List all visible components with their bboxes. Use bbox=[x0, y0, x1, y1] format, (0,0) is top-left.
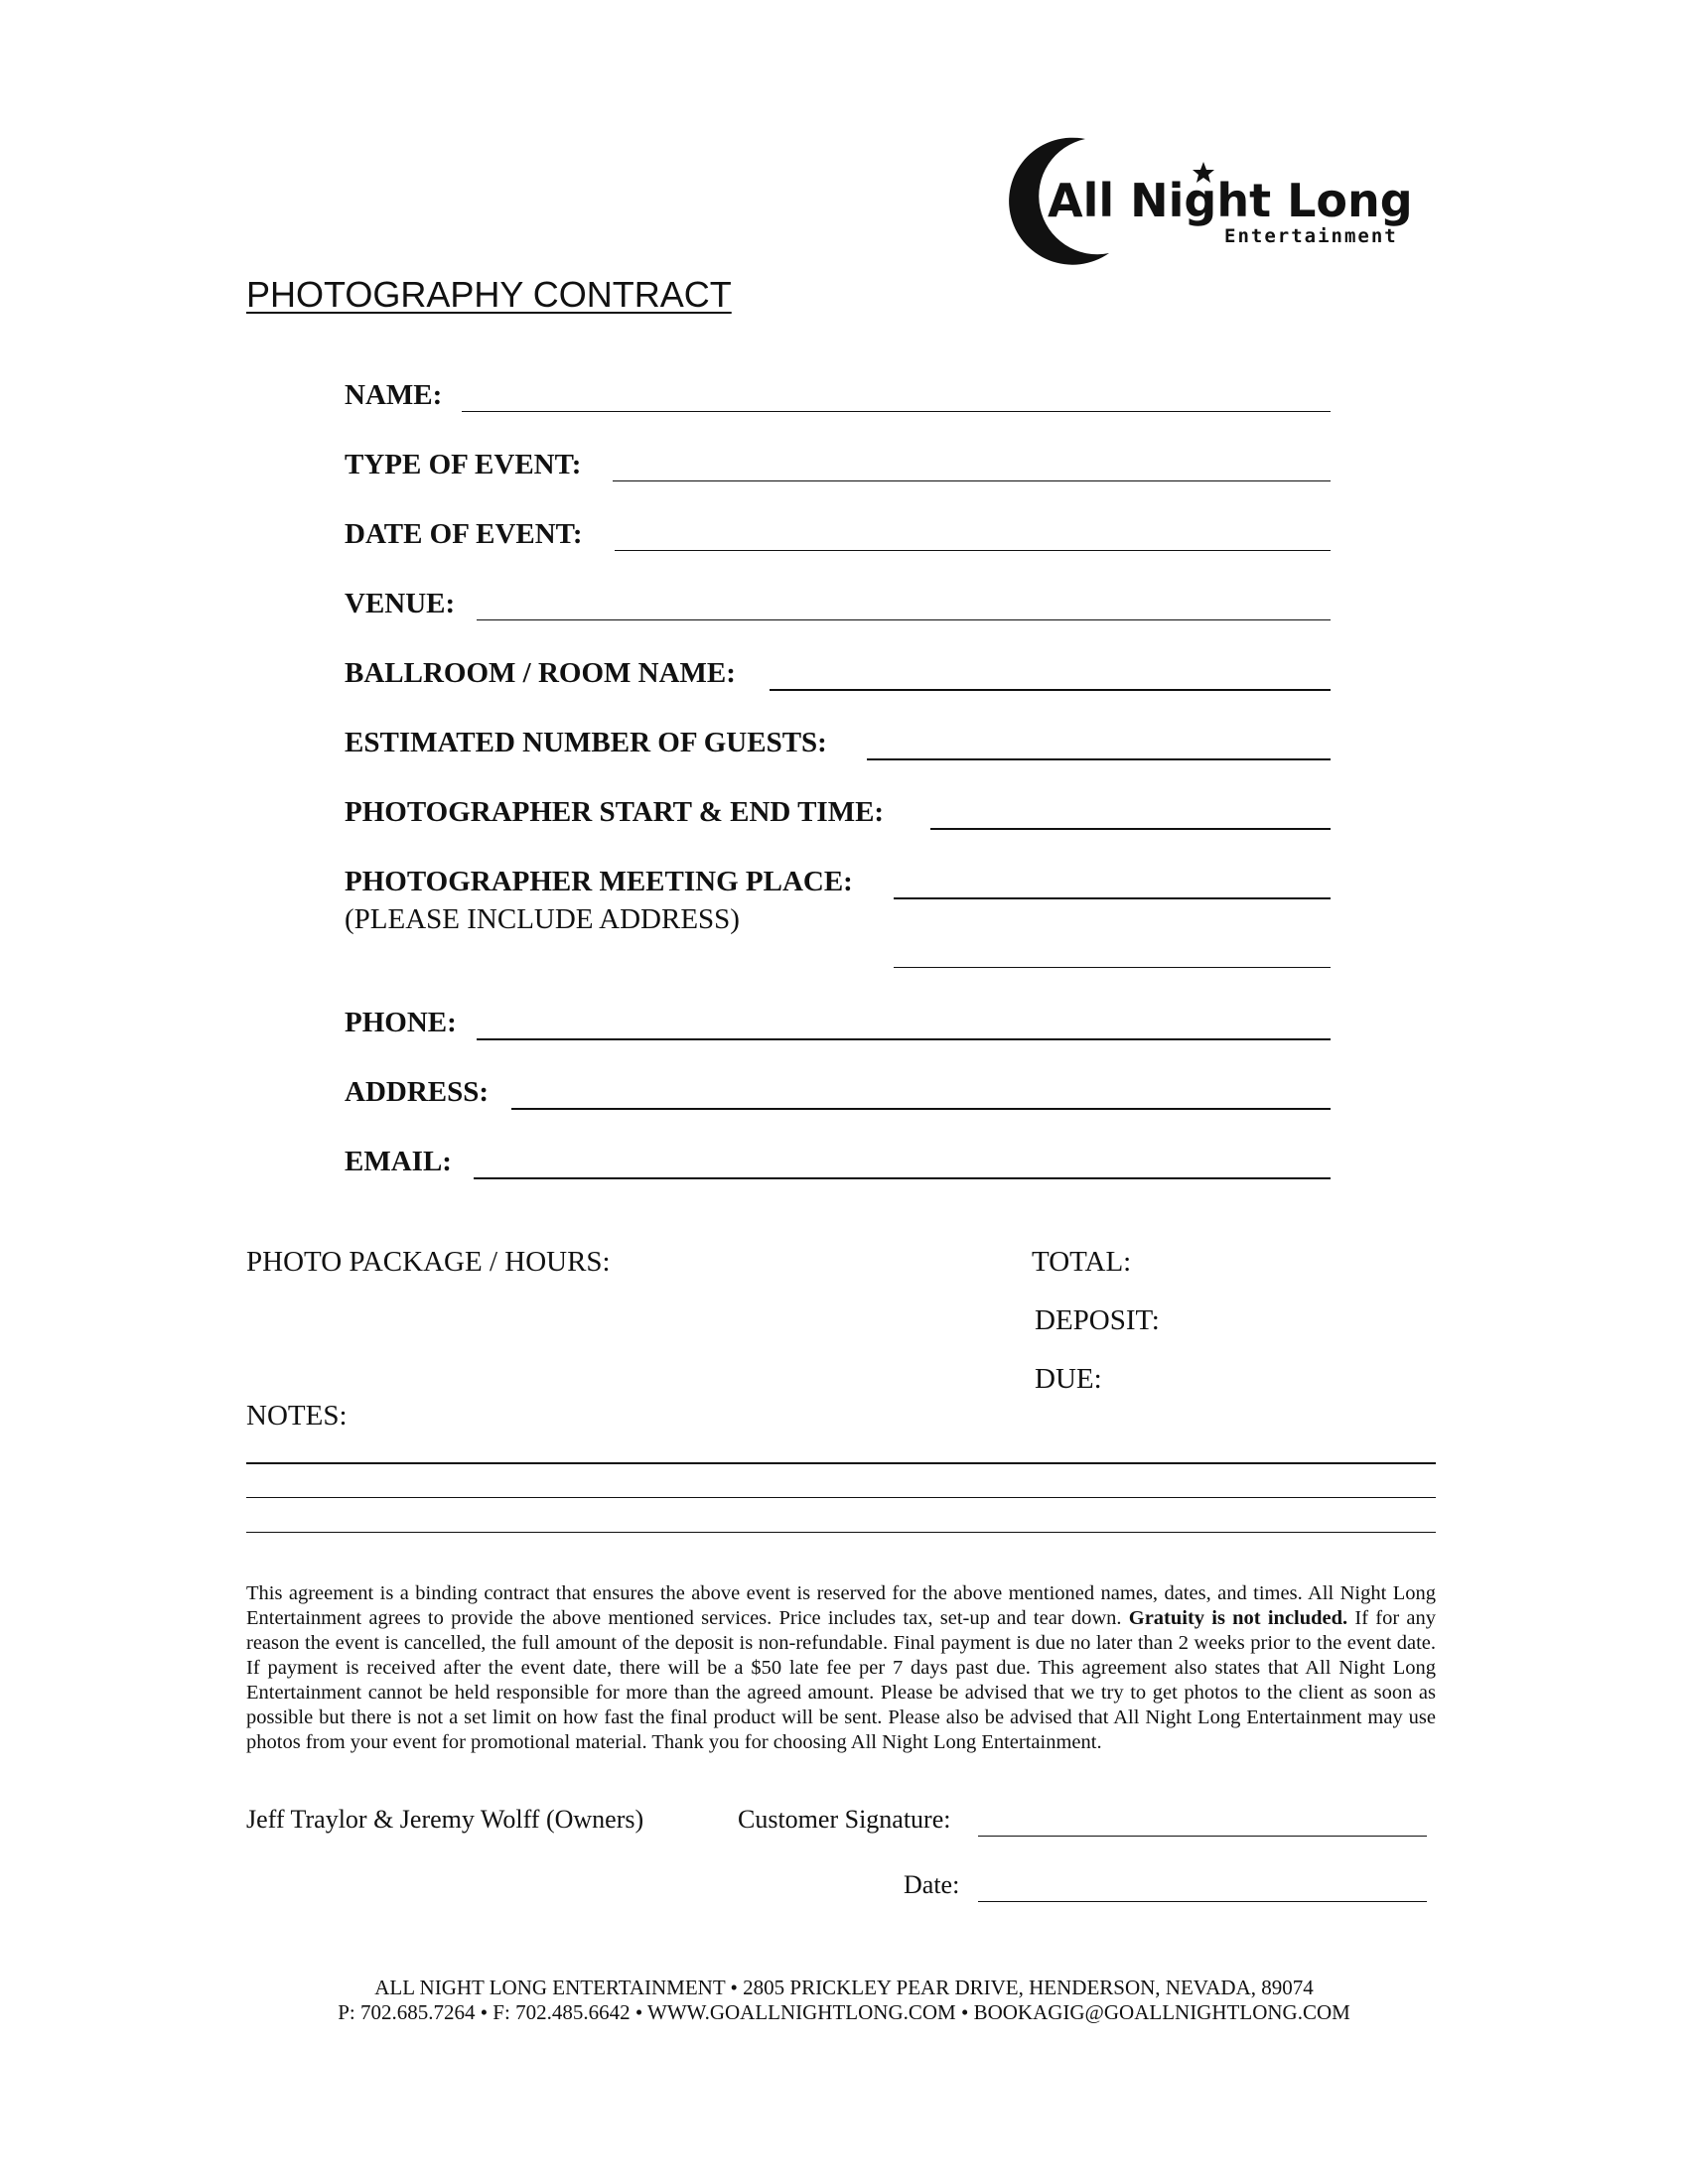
times-field[interactable] bbox=[930, 828, 1331, 830]
type-of-event-field[interactable] bbox=[613, 480, 1331, 481]
signature-date-field[interactable] bbox=[978, 1901, 1427, 1902]
address-label: ADDRESS: bbox=[345, 1076, 490, 1108]
footer-contact: P: 702.685.7264 • F: 702.485.6642 • WWW.GOALLNIGHTLONG.COM • BOOKAGIG@GOALLNIGHTLONG.COM bbox=[338, 2000, 1350, 2024]
agreement-part-2: If for any reason the event is cancelled, the full amount of the deposit is non-refundable. Final payment is due no later than 2 weeks prior to the event date. If payment is received after the event date, there will be a $50 late fee per 7 days past due. This agreement also states that All Night Long Entertainment cannot be held responsible for more than the agreed amount. Please be advised that we try to get photos to the client as soon as possible but there is not a set limit on how fast the final product will be sent. Please also be advised that All Night Long Entertainment may use photos from your event for promotional material. Thank you for choosing All Night Long Entertainment. bbox=[246, 1607, 1437, 1753]
name-field[interactable] bbox=[462, 411, 1331, 412]
customer-signature-field[interactable] bbox=[978, 1836, 1427, 1837]
meeting-place-field-line2[interactable] bbox=[894, 967, 1331, 968]
logo-subtitle: Entertainment bbox=[1224, 225, 1398, 247]
agreement-text bbox=[246, 1581, 1436, 1755]
photo-package-label: PHOTO PACKAGE / HOURS: bbox=[246, 1246, 611, 1278]
agreement-part-1: This agreement is a binding contract that ensures the above event is reserved for the above mentioned names, dates, and times. All Night Long Entertainment agrees to provide the above mentioned services. Price includes tax, set-up and tear down. bbox=[246, 1582, 1436, 1629]
notes-line-2[interactable] bbox=[246, 1497, 1436, 1498]
notes-label: NOTES: bbox=[246, 1400, 348, 1432]
date-label: Date: bbox=[904, 1870, 960, 1899]
gratuity-notice: Gratuity is not included. bbox=[1128, 1607, 1348, 1629]
company-logo bbox=[998, 134, 1445, 268]
ballroom-field[interactable] bbox=[770, 689, 1331, 691]
total-label: TOTAL: bbox=[1032, 1246, 1132, 1278]
page-title: PHOTOGRAPHY CONTRACT bbox=[246, 274, 732, 315]
guests-label: ESTIMATED NUMBER OF GUESTS: bbox=[345, 727, 827, 758]
meeting-place-field[interactable] bbox=[894, 897, 1331, 899]
times-label: PHOTOGRAPHER START & END TIME: bbox=[345, 796, 885, 828]
phone-field[interactable] bbox=[477, 1038, 1331, 1040]
deposit-label: DEPOSIT: bbox=[1035, 1304, 1160, 1336]
notes-line-1[interactable] bbox=[246, 1462, 1436, 1464]
footer-address: ALL NIGHT LONG ENTERTAINMENT • 2805 PRICKLEY PEAR DRIVE, HENDERSON, NEVADA, 89074 bbox=[374, 1976, 1314, 1999]
owners-names: Jeff Traylor & Jeremy Wolff (Owners) bbox=[246, 1805, 644, 1834]
notes-line-3[interactable] bbox=[246, 1532, 1436, 1533]
meeting-place-label: PHOTOGRAPHER MEETING PLACE: bbox=[345, 866, 853, 897]
customer-signature-label: Customer Signature: bbox=[738, 1805, 951, 1834]
ballroom-label: BALLROOM / ROOM NAME: bbox=[345, 657, 736, 689]
email-field[interactable] bbox=[474, 1177, 1331, 1179]
address-field[interactable] bbox=[511, 1108, 1331, 1110]
name-label: NAME: bbox=[345, 379, 443, 411]
phone-label: PHONE: bbox=[345, 1007, 457, 1038]
meeting-place-hint: (PLEASE INCLUDE ADDRESS) bbox=[345, 903, 740, 935]
venue-field[interactable] bbox=[477, 619, 1331, 620]
due-label: DUE: bbox=[1035, 1363, 1102, 1395]
date-of-event-field[interactable] bbox=[615, 550, 1331, 551]
logo-wordmark: All Night Long bbox=[1048, 174, 1413, 227]
guests-field[interactable] bbox=[867, 758, 1331, 760]
type-of-event-label: TYPE OF EVENT: bbox=[345, 449, 582, 480]
email-label: EMAIL: bbox=[345, 1146, 452, 1177]
venue-label: VENUE: bbox=[345, 588, 456, 619]
date-of-event-label: DATE OF EVENT: bbox=[345, 518, 583, 550]
